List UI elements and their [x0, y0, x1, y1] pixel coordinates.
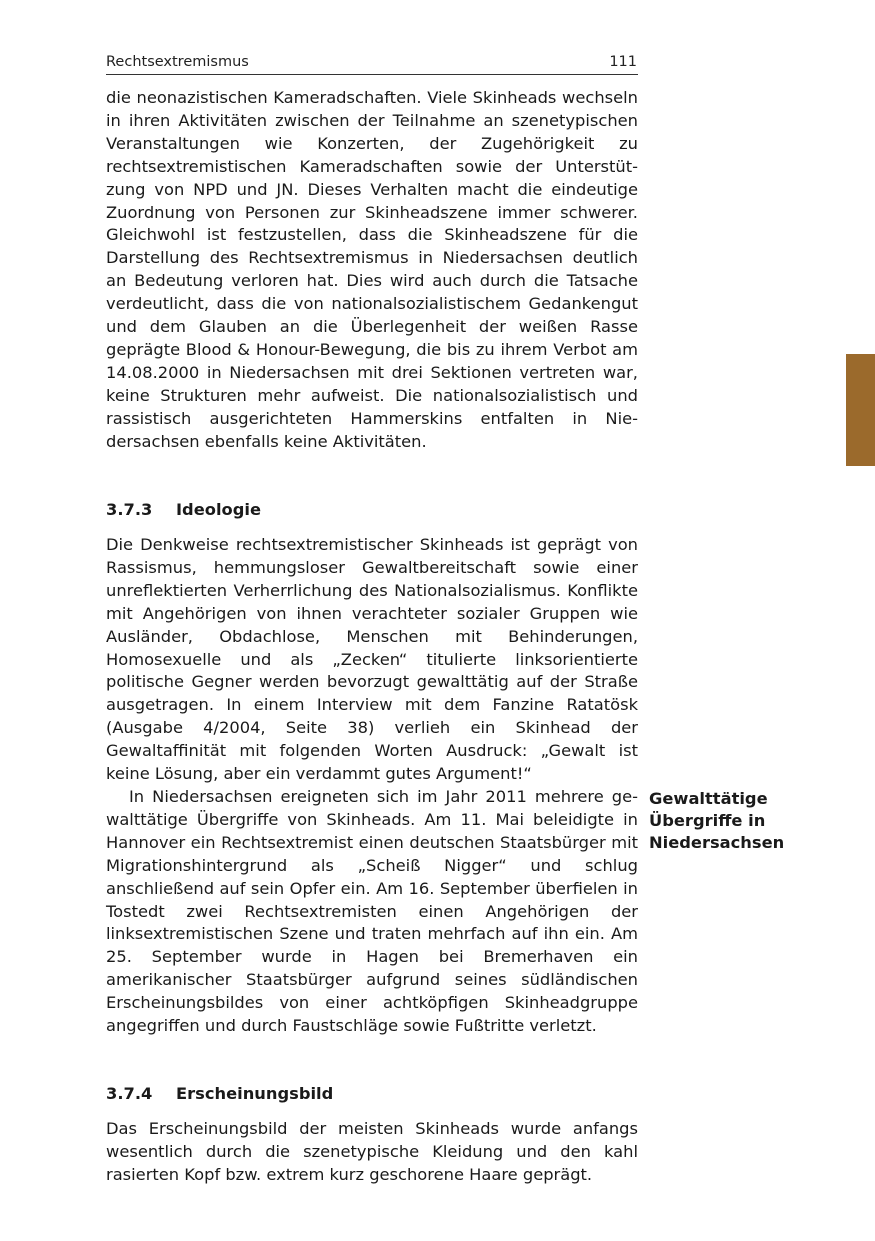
chapter-thumb-tab — [846, 354, 875, 466]
section-number: 3.7.4 — [106, 1084, 153, 1103]
intro-paragraph: die neonazistischen Kameradschaften. Viele Skinheads wechseln in ihren Aktivitäten zwischen der Teilnahme an szenetypischen Veranstaltungen wie Konzerten, der Zugehörigkeit zu rechtsextremistischen Kameradschaften sowie der Unterstützung von NPD und JN. Dieses Verhalten macht die eindeutige Zuordnung von Personen zur Skinheadszene immer schwerer. Gleichwohl ist festzustellen, dass die Skinheadszene für die Darstellung des Rechtsextremismus in Niedersachsen deutlich an Bedeutung verloren hat. Dies wird auch durch die Tatsache verdeutlicht, dass die von nationalsozialistischem Gedankengut und dem Glauben an die Überlegenheit der weißen Rasse geprägte Blood & Honour-Bewegung, die bis zu ihrem Verbot am 14.08.2000 in Niedersachsen mit drei Sektionen vertreten war, keine Strukturen mehr aufweist. Die nationalsozialistisch und rassistisch ausgerichteten Hammerskins entfalten in Niedersachsen ebenfalls keine Aktivitäten. — [106, 88, 638, 451]
margin-note-line: Niedersachsen — [649, 833, 785, 852]
section-title: Erscheinungsbild — [176, 1084, 334, 1103]
section-heading-ideologie — [106, 499, 638, 521]
ideologie-text-block — [106, 534, 638, 1038]
intro-text-block — [106, 87, 638, 454]
section-title: Ideologie — [176, 500, 261, 519]
ideologie-paragraph-2: In Niedersachsen ereigneten sich im Jahr 2011 mehrere gewalttätige Übergriffe von Skinheads. Am 11. Mai beleidigte in Hannover ein Rechtsextremist einen deutschen Staatsbürger mit Migrationshintergrund als „Scheiß Nigger“ und schlug anschließend auf sein Opfer ein. Am 16. September überfielen in Tostedt zwei Rechtsextremisten einen Angehörigen der linksextremistischen Szene und traten mehrfach auf ihn ein. Am 25. September wurde in Hagen bei Bremerhaven ein amerikanischer Staatsbürger aufgrund seines südländischen Erscheinungsbildes von einer achtköpfigen Skinheadgruppe angegriffen und durch Faustschläge sowie Fußtritte verletzt. — [106, 786, 638, 1036]
margin-note-line: Gewalttätige — [649, 789, 768, 808]
erscheinungsbild-paragraph-1: Das Erscheinungsbild der meisten Skinheads wurde anfangs wesentlich durch die szenetypische Kleidung und den kahl rasierten Kopf bzw. extrem kurz geschorene Haare geprägt. — [106, 1119, 638, 1184]
section-number: 3.7.3 — [106, 500, 153, 519]
ideologie-paragraph-1: Die Denkweise rechtsextremistischer Skinheads ist geprägt von Rassismus, hemmungsloser Gewaltbereitschaft sowie einer unreflektierten Verherrlichung des Nationalsozialismus. Konflikte mit Angehörigen von ihnen verachteter sozialer Gruppen wie Ausländer, Obdachlose, Menschen mit Behinderungen, Homosexuelle und als „Zecken“ titulierte linksorientierte politische Gegner werden bevorzugt gewalttätig auf der Straße ausgetragen. In einem Interview mit dem Fanzine Ratatösk (Ausgabe 4/2004, Seite 38) verlieh ein Skinhead der Gewaltaffinität mit folgenden Worten Ausdruck: „Gewalt ist keine Lösung, aber ein verdammt gutes Argument!“ — [106, 535, 638, 784]
page-number: 111 — [609, 54, 637, 70]
running-head — [106, 52, 638, 75]
section-heading-erscheinungsbild — [106, 1083, 638, 1105]
margin-note-line: Übergriffe in — [649, 811, 766, 830]
running-head-title: Rechtsextremismus — [106, 54, 249, 70]
margin-note — [649, 788, 849, 854]
erscheinungsbild-text-block — [106, 1118, 638, 1187]
